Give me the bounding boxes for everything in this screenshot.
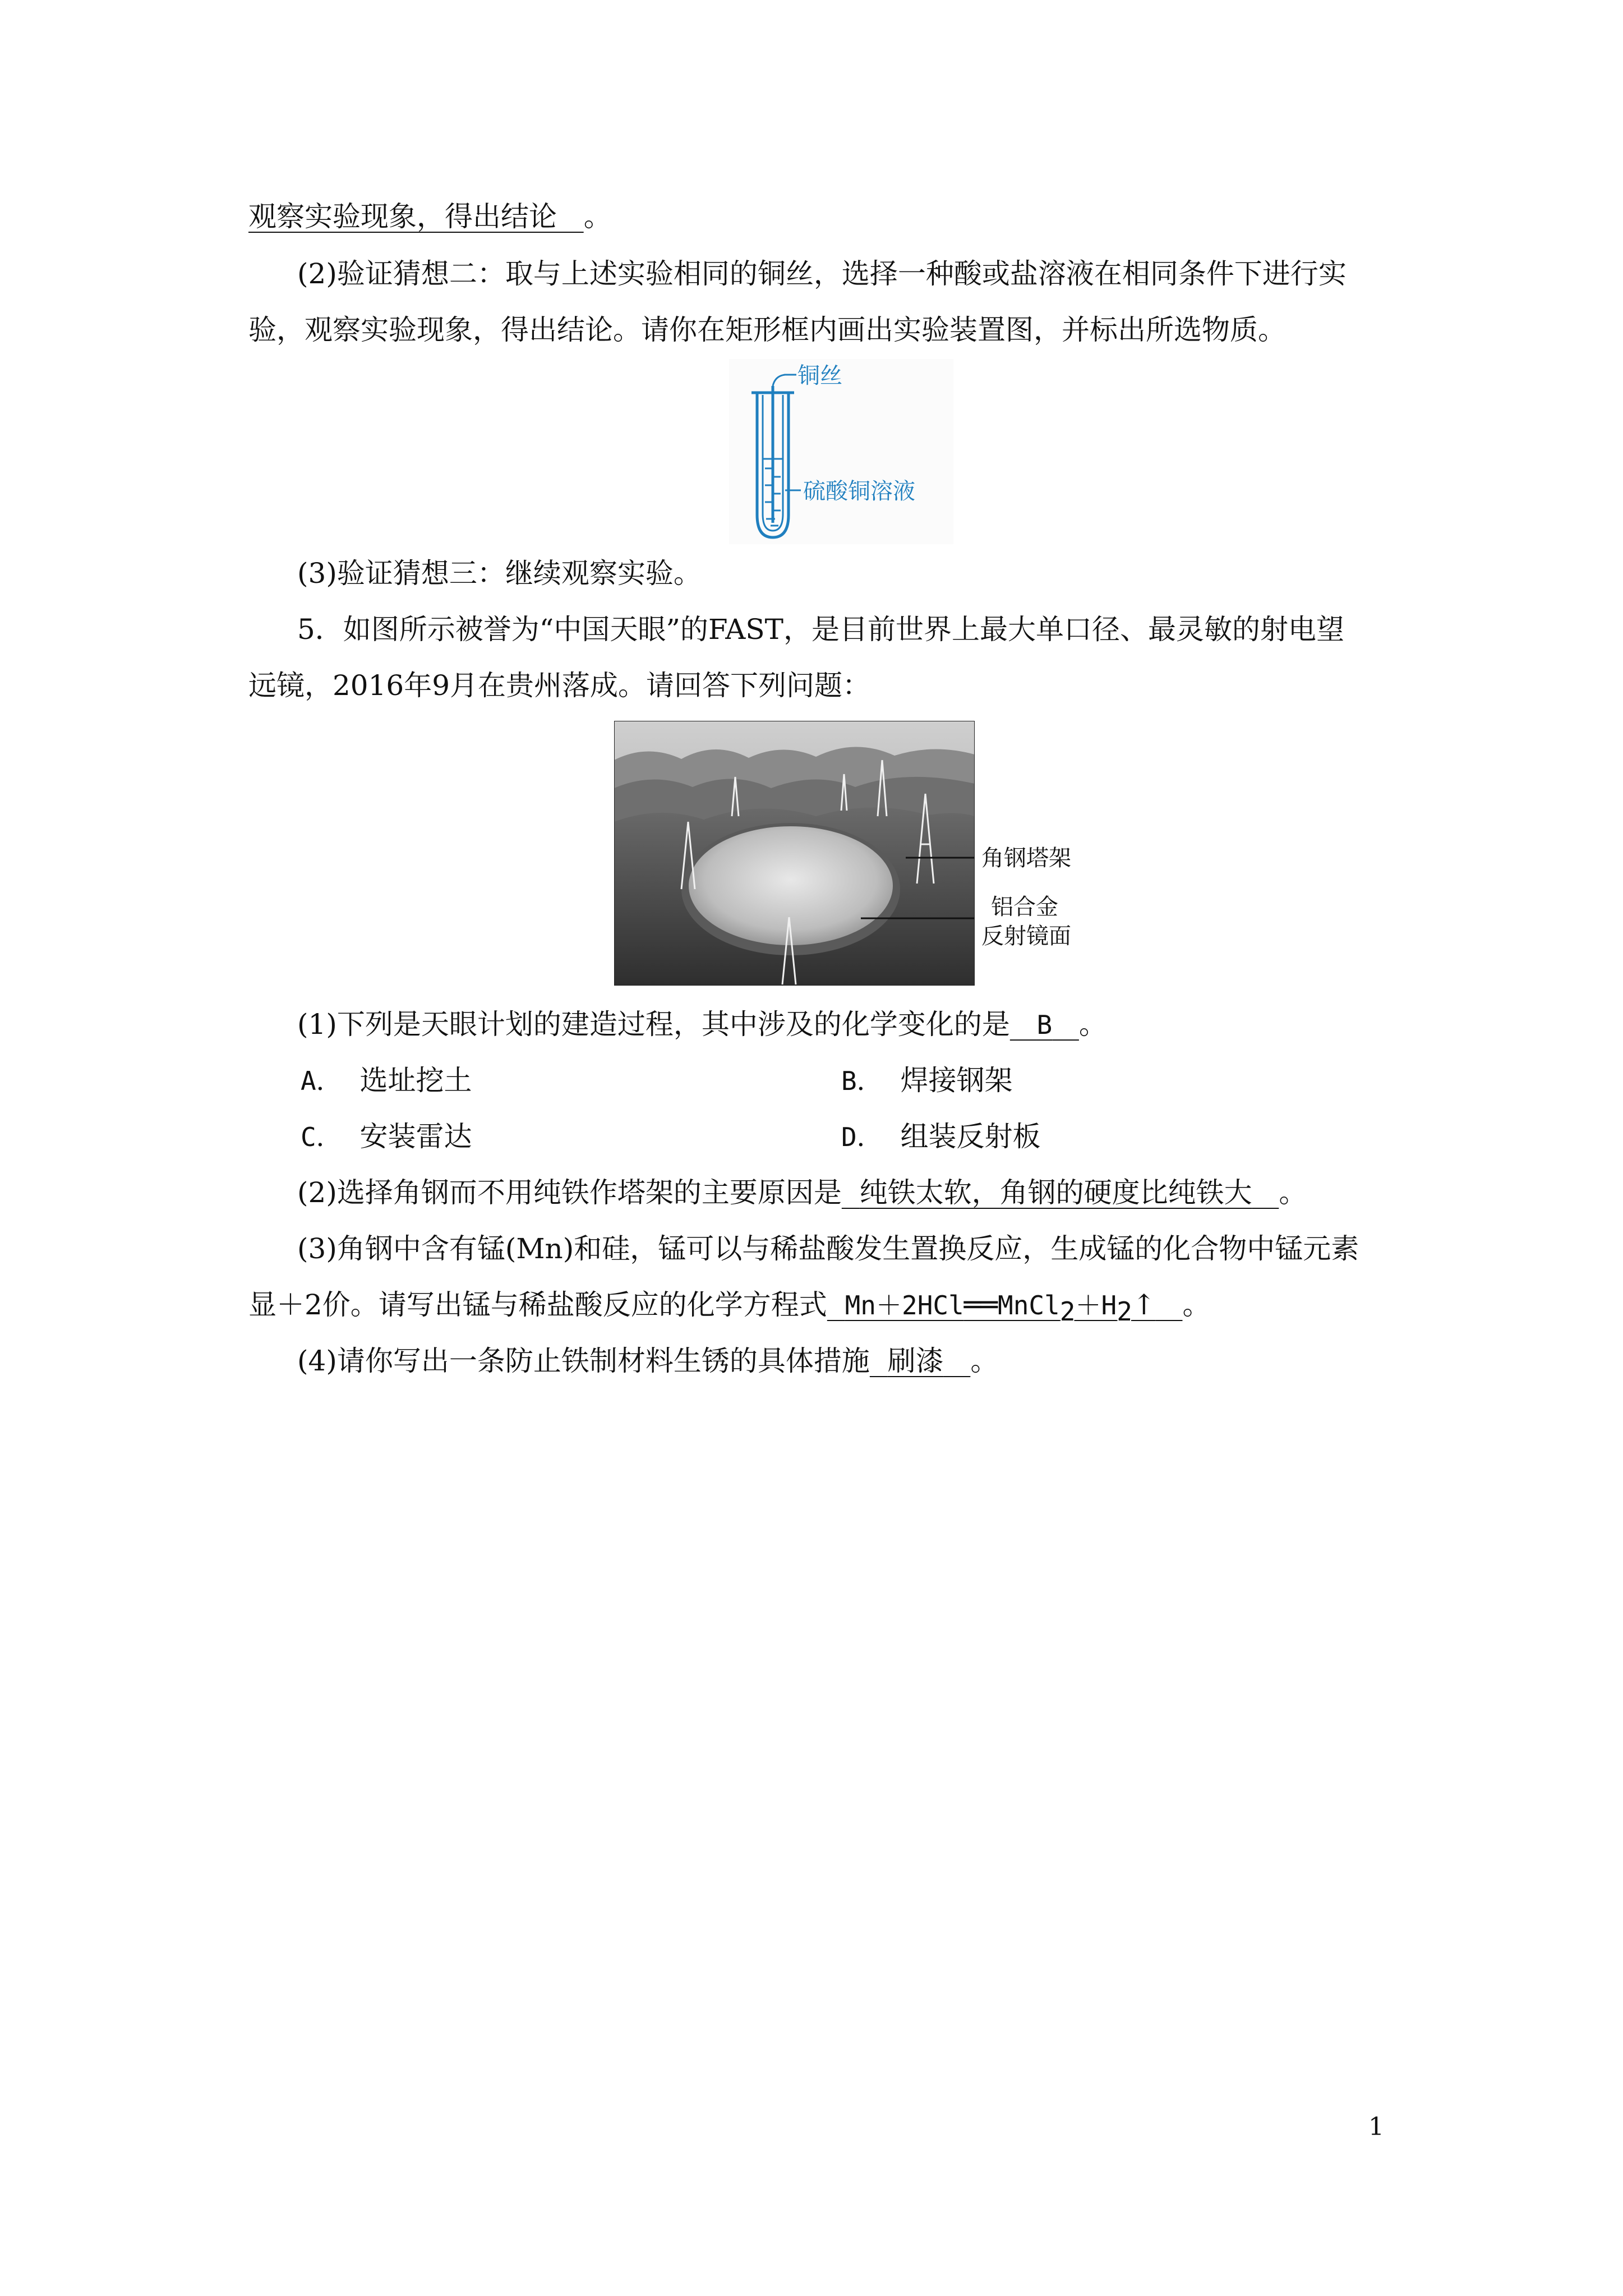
q5-stem-line2: 远镜，2016年9月在贵州落成。请回答下列问题：	[248, 669, 871, 702]
q5-sub4-answer: 刷漆	[887, 1345, 944, 1377]
option-d: D． 组装反射板	[841, 1120, 1041, 1153]
q5-sub3-equation: $Mn+2HCl══MnCl_2+H_2↑$	[845, 1289, 1156, 1327]
photo-label-mirror-2: 反射镜面	[981, 923, 1071, 949]
photo-label-tower: 角钢塔架	[981, 845, 1071, 871]
q4-part3: (3)验证猜想三：继续观察实验。	[297, 557, 702, 590]
q5-sub1: (1)下列是天眼计划的建造过程，其中涉及的化学变化的是 B 。	[297, 1008, 1107, 1041]
photo-label-mirror-1: 铝合金	[991, 894, 1058, 920]
q4-conclusion-line: 观察实验现象，得出结论 。	[248, 200, 612, 233]
q4-conclusion-answer: 观察实验现象，得出结论	[248, 200, 557, 233]
q5-sub3-line1: (3)角钢中含有锰(Mn)和硅，锰可以与稀盐酸发生置换反应，生成锰的化合物中锰元素	[297, 1232, 1359, 1265]
q5-sub3-line2: 显＋2价。请写出锰与稀盐酸反应的化学方程式 $Mn+2HCl══MnCl_2+H_2↑$ 。	[248, 1289, 1211, 1327]
q4-part2-line1: (2)验证猜想二：取与上述实验相同的铜丝，选择一种酸或盐溶液在相同条件下进行实	[297, 257, 1347, 290]
test-tube-label-solution: 硫酸铜溶液	[803, 478, 915, 504]
q5-sub1-answer: B	[1036, 1010, 1053, 1040]
option-a: A． 选址挖土	[301, 1064, 472, 1097]
option-b: B． 焊接钢架	[841, 1064, 1013, 1097]
option-c: C． 安装雷达	[301, 1120, 472, 1153]
q4-part2-line2: 验，观察实验现象，得出结论。请你在矩形框内画出实验装置图，并标出所选物质。	[248, 314, 1286, 346]
q5-sub2: (2)选择角钢而不用纯铁作塔架的主要原因是 纯铁太软，角钢的硬度比纯铁大 。	[297, 1176, 1307, 1209]
fast-telescope-photo	[614, 721, 975, 986]
test-tube-label-wire: 铜丝	[797, 363, 842, 389]
q5-sub4: (4)请你写出一条防止铁制材料生锈的具体措施 刷漆 。	[297, 1345, 999, 1377]
q5-sub2-answer: 纯铁太软，角钢的硬度比纯铁大	[859, 1176, 1252, 1209]
page-number: 1	[1368, 2113, 1384, 2141]
q5-stem-line1: 5．如图所示被誉为“中国天眼”的FAST，是目前世界上最大单口径、最灵敏的射电望	[297, 613, 1344, 646]
